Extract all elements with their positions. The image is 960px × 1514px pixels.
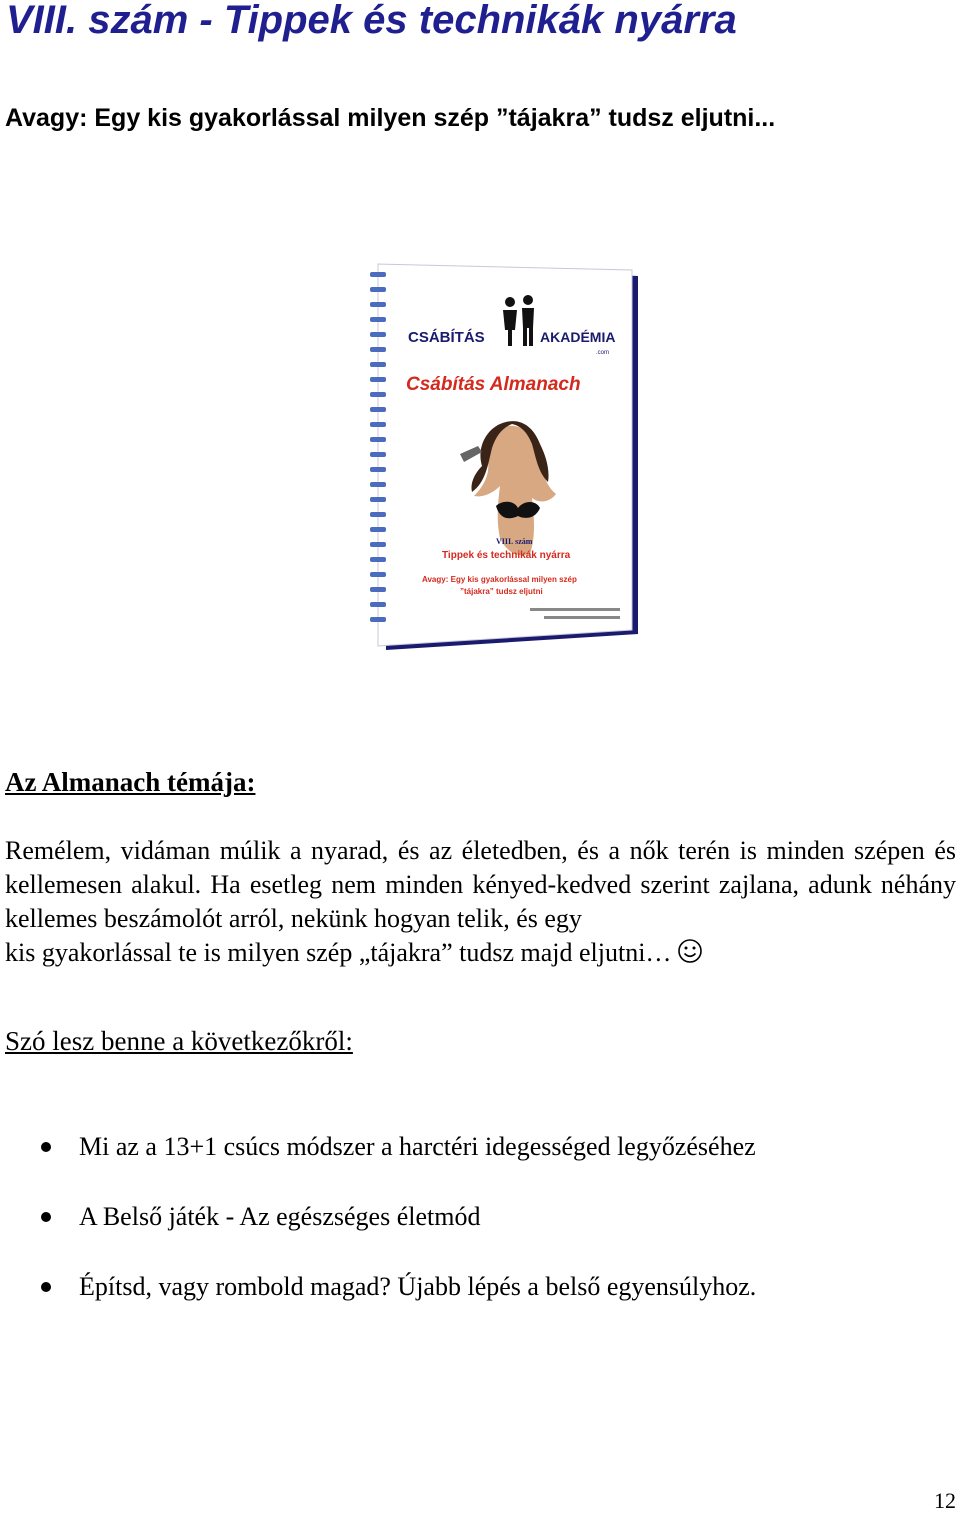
list-item bbox=[0, 1127, 756, 1197]
bullet-icon bbox=[41, 1142, 51, 1152]
bullet-icon bbox=[41, 1282, 51, 1292]
list-item bbox=[0, 1267, 756, 1337]
bullet-icon bbox=[41, 1212, 51, 1222]
intro-paragraph-body: Remélem, vidáman múlik a nyarad, és az életedben, és a nők terén is minden szépen és kellemesen alakul. Ha esetleg nem minden kényed-kedved szerint zajlana, adunk néhány kellemes beszámolót arról, nekünk hogyan telik, és egy bbox=[5, 836, 956, 933]
cover-issue: VIII. szám bbox=[496, 537, 533, 546]
cover-issue-sub-1: Avagy: Egy kis gyakorlással milyen szép bbox=[422, 575, 577, 584]
intro-paragraph-last-line bbox=[5, 936, 956, 970]
page-number: 12 bbox=[934, 1488, 956, 1513]
intro-paragraph-last-text: kis gyakorlással te is milyen szép „tájakra” tudsz majd eljutni… bbox=[5, 938, 672, 967]
cover-issue-title: Tippek és technikák nyárra bbox=[442, 550, 571, 561]
cover-brand-dotcom: .com bbox=[596, 350, 610, 356]
section-heading-almanach-topic: Az Almanach témája: bbox=[5, 767, 256, 797]
list-item-text: Mi az a 13+1 csúcs módszer a harctéri idegességed legyőzéséhez bbox=[79, 1132, 756, 1161]
contents-list bbox=[0, 1127, 756, 1337]
cover-brand-left: CSÁBÍTÁS bbox=[408, 329, 485, 346]
document-subtitle: Avagy: Egy kis gyakorlással milyen szép ”tájakra” tudsz eljutni... bbox=[5, 104, 776, 132]
cover-book-title: Csábítás Almanach bbox=[406, 374, 581, 395]
section-heading-contents: Szó lesz benne a következőkről: bbox=[5, 1026, 353, 1056]
cover-copyright-text-line-2 bbox=[544, 616, 620, 619]
intro-paragraph bbox=[5, 834, 956, 970]
document-title: VIII. szám - Tippek és technikák nyárra bbox=[6, 0, 737, 42]
list-item bbox=[0, 1197, 756, 1267]
list-item-text: A Belső játék - Az egészséges életmód bbox=[79, 1202, 481, 1231]
almanach-cover-image bbox=[320, 258, 650, 658]
cover-issue-sub-2: ”tájakra” tudsz eljutni bbox=[460, 587, 543, 596]
list-item-text: Építsd, vagy rombold magad? Újabb lépés a belső egyensúlyhoz. bbox=[79, 1272, 757, 1301]
cover-brand-right: AKADÉMIA bbox=[540, 329, 616, 345]
smiley-icon bbox=[677, 938, 703, 964]
cover-copyright-text-line bbox=[530, 608, 620, 611]
